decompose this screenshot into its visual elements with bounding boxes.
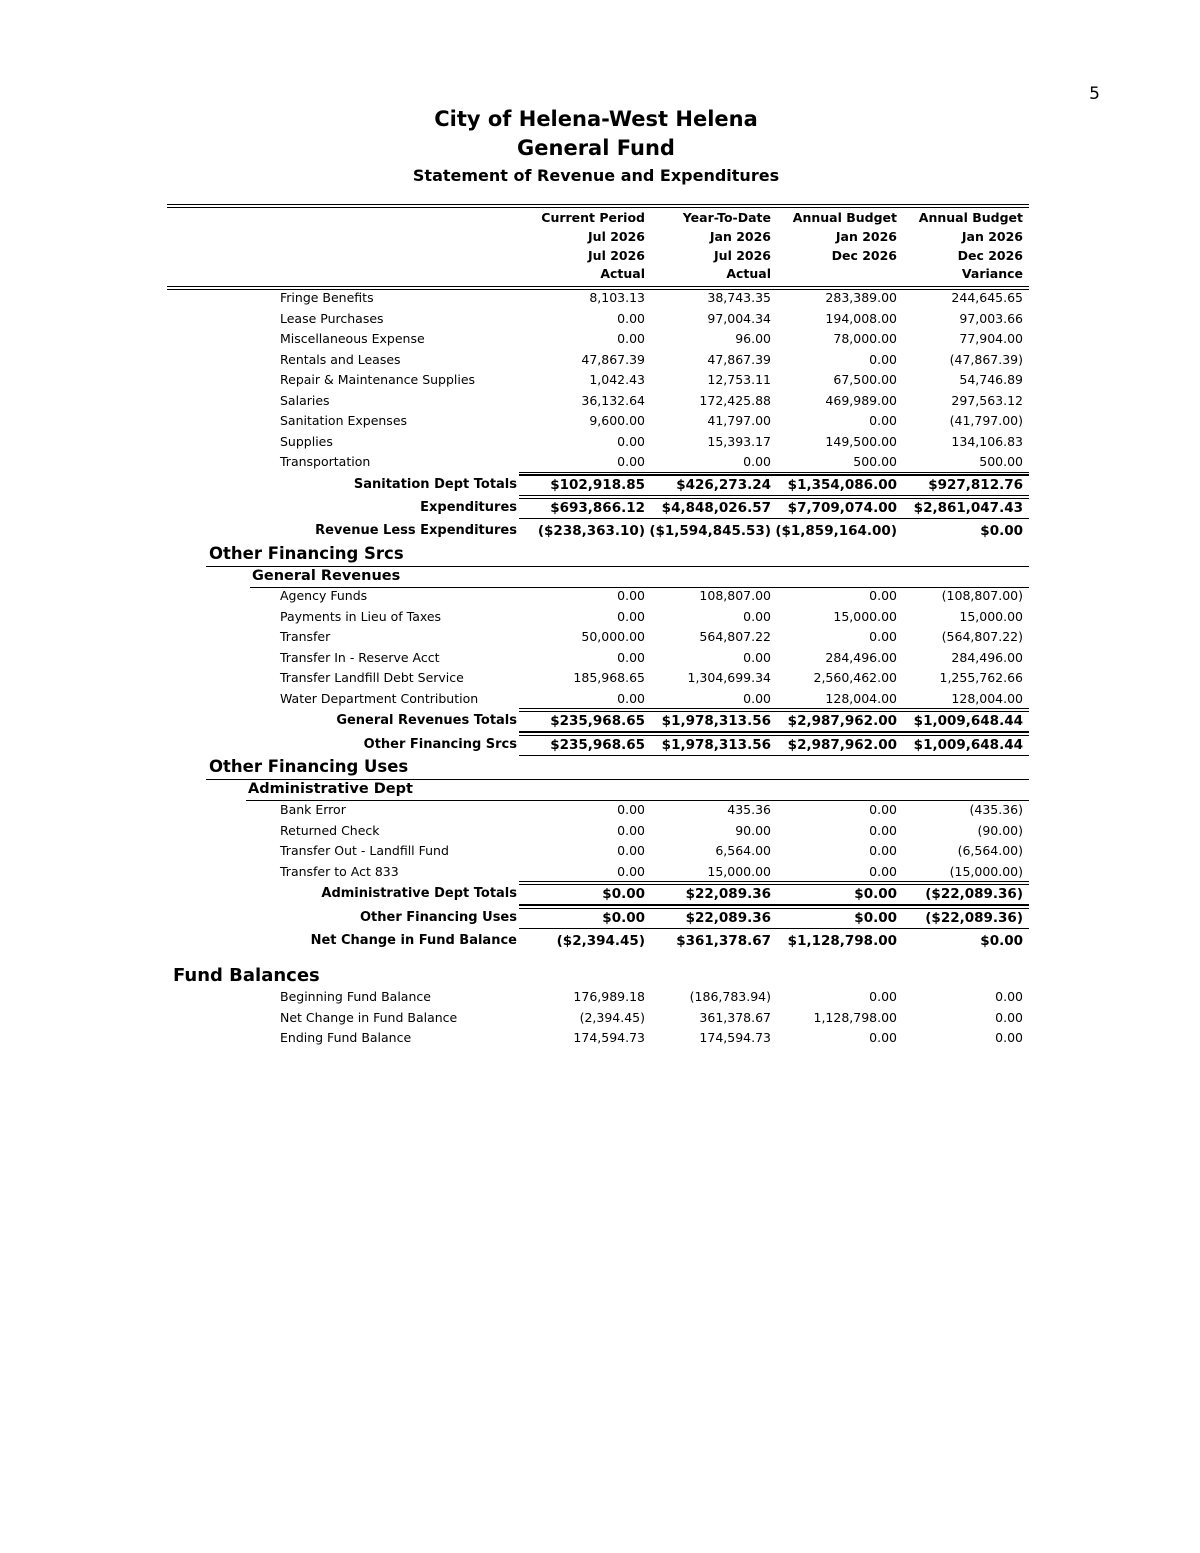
row-value: 0.00	[869, 588, 897, 603]
row-value: (47,867.39)	[949, 351, 1023, 367]
total-value: $693,866.12	[550, 500, 645, 516]
row-value: 194,008.00	[825, 310, 897, 326]
row-value: 15,000.00	[959, 608, 1023, 624]
table-row	[0, 648, 1200, 668]
total-rule	[519, 711, 1029, 712]
row-value: 0.00	[869, 629, 897, 644]
row-label: Lease Purchases	[280, 310, 384, 326]
row-label: Agency Funds	[280, 588, 368, 603]
row-label: Rentals and Leases	[280, 351, 401, 367]
total-value: $2,987,962.00	[787, 713, 897, 729]
total-value: $235,968.65	[550, 713, 645, 729]
section-heading: Other Financing Srcs	[209, 544, 404, 563]
net-change-in-fund-balance	[0, 930, 1200, 952]
row-label: Sanitation Expenses	[280, 413, 408, 428]
total-value: $22,089.36	[685, 886, 771, 902]
row-value: 38,743.35	[707, 290, 771, 305]
row-value: 1,042.43	[589, 372, 645, 387]
row-value: 15,000.00	[707, 863, 771, 879]
revenue-less-expenditures	[0, 520, 1200, 542]
row-value: 0.00	[617, 331, 645, 346]
total-underline	[519, 755, 1029, 756]
row-label: Transfer Out - Landfill Fund	[280, 843, 449, 858]
column-header	[519, 209, 645, 284]
row-value: (6,564.00)	[957, 843, 1023, 858]
table-row	[0, 288, 1200, 308]
total-value: $0.00	[980, 933, 1023, 949]
row-value: 0.00	[617, 454, 645, 469]
total-value: ($238,363.10)	[537, 523, 645, 539]
total-value: ($22,089.36)	[925, 886, 1023, 902]
row-value: 8,103.13	[589, 290, 645, 305]
total-rule	[519, 708, 1029, 709]
page-number: 5	[1089, 84, 1100, 104]
row-label: Bank Error	[280, 802, 346, 817]
column-header-line: Actual	[600, 266, 645, 282]
row-value: 283,389.00	[825, 290, 897, 305]
row-value: 0.00	[617, 802, 645, 817]
other-financing-uses-total	[0, 907, 1200, 929]
row-value: 284,496.00	[951, 649, 1023, 665]
row-value: 47,867.39	[707, 351, 771, 367]
row-value: 0.00	[617, 433, 645, 449]
row-label: Miscellaneous Expense	[280, 331, 425, 346]
row-label: Ending Fund Balance	[280, 1030, 412, 1045]
table-row	[0, 1028, 1200, 1048]
total-rule	[519, 884, 1029, 885]
total-rule	[519, 881, 1029, 882]
total-rule	[519, 472, 1029, 473]
total-label: Administrative Dept Totals	[321, 886, 517, 901]
row-value: 244,645.65	[951, 290, 1023, 305]
row-label: Fringe Benefits	[280, 290, 374, 305]
row-value: 108,807.00	[699, 588, 771, 603]
row-label: Water Department Contribution	[280, 690, 479, 706]
row-value: 96.00	[735, 331, 771, 346]
row-value: (108,807.00)	[941, 588, 1023, 603]
total-value: $235,968.65	[550, 737, 645, 753]
row-value: 0.00	[869, 863, 897, 879]
table-row	[0, 841, 1200, 861]
row-value: 500.00	[853, 454, 897, 469]
row-value: 0.00	[995, 1030, 1023, 1045]
column-header-line: Jan 2026	[835, 228, 897, 244]
total-value: $1,978,313.56	[661, 737, 771, 753]
table-row	[0, 987, 1200, 1007]
total-rule	[519, 735, 1029, 736]
row-value: (41,797.00)	[949, 413, 1023, 428]
column-header-line: Variance	[961, 266, 1023, 282]
total-label: General Revenues Totals	[336, 713, 517, 728]
row-value: 0.00	[617, 822, 645, 838]
column-header-line: Current Period	[541, 210, 645, 225]
section-rule	[206, 566, 1029, 567]
table-row	[0, 668, 1200, 688]
row-value: (15,000.00)	[949, 863, 1023, 879]
column-header-line: Annual Budget	[918, 210, 1023, 225]
total-value: $0.00	[854, 910, 897, 926]
row-value: 90.00	[735, 822, 771, 838]
header-top-rule	[167, 204, 1029, 205]
table-row	[0, 821, 1200, 841]
table-row	[0, 370, 1200, 390]
row-value: 0.00	[617, 690, 645, 706]
row-value: 564,807.22	[699, 629, 771, 644]
other-financing-srcs-total	[0, 734, 1200, 756]
column-header-line	[771, 265, 897, 284]
row-value: 97,004.34	[707, 310, 771, 326]
row-label: Supplies	[280, 433, 333, 449]
total-rule	[519, 474, 1029, 475]
table-row	[0, 586, 1200, 606]
row-value: (564,807.22)	[941, 629, 1023, 644]
total-value: $426,273.24	[676, 477, 771, 493]
row-value: 185,968.65	[573, 670, 645, 685]
table-row	[0, 452, 1200, 472]
total-value: $0.00	[980, 523, 1023, 539]
total-value: $1,978,313.56	[661, 713, 771, 729]
total-value: $4,848,026.57	[661, 500, 771, 516]
row-value: 1,128,798.00	[813, 1009, 897, 1025]
section-heading: Other Financing Uses	[209, 757, 409, 776]
column-header	[771, 209, 897, 284]
total-value: $361,378.67	[676, 933, 771, 949]
column-header-line: Jan 2026	[709, 228, 771, 244]
row-value: 1,255,762.66	[939, 670, 1023, 685]
total-rule	[519, 475, 1029, 476]
column-header-line: Jul 2026	[714, 247, 771, 263]
total-label: Net Change in Fund Balance	[310, 933, 517, 948]
total-value: ($1,859,164.00)	[775, 523, 897, 539]
row-value: 284,496.00	[825, 649, 897, 665]
row-value: 50,000.00	[581, 629, 645, 644]
statement-title: Statement of Revenue and Expenditures	[412, 166, 780, 185]
total-value: $0.00	[602, 910, 645, 926]
total-value: $927,812.76	[928, 477, 1023, 493]
row-value: 0.00	[869, 351, 897, 367]
table-row	[0, 627, 1200, 647]
row-value: 149,500.00	[825, 433, 897, 449]
total-value: $2,987,962.00	[787, 737, 897, 753]
row-value: 77,904.00	[959, 331, 1023, 346]
total-value: $1,128,798.00	[787, 933, 897, 949]
row-value: 0.00	[869, 802, 897, 817]
administrative-dept-totals	[0, 883, 1200, 905]
total-value: $1,009,648.44	[913, 713, 1023, 729]
row-value: 0.00	[869, 413, 897, 428]
header-bottom-rule	[167, 286, 1029, 287]
column-header-line: Dec 2026	[831, 247, 897, 263]
total-label: Expenditures	[420, 500, 517, 515]
row-value: 15,393.17	[707, 433, 771, 449]
total-value: $0.00	[602, 886, 645, 902]
row-value: 0.00	[617, 608, 645, 624]
section-heading: Fund Balances	[173, 965, 320, 986]
row-value: 297,563.12	[951, 392, 1023, 408]
row-value: 54,746.89	[959, 372, 1023, 387]
header-top-rule-2	[167, 207, 1029, 208]
column-header-line: Jul 2026	[588, 228, 645, 244]
row-value: 500.00	[979, 454, 1023, 469]
row-value: 97,003.66	[959, 310, 1023, 326]
row-value: (435.36)	[969, 802, 1023, 817]
total-rule	[519, 495, 1029, 496]
row-value: 0.00	[743, 690, 771, 706]
row-value: (90.00)	[977, 822, 1023, 838]
row-label: Salaries	[280, 392, 330, 408]
total-value: ($2,394.45)	[556, 933, 645, 949]
row-label: Transfer In - Reserve Acct	[280, 649, 440, 665]
sanitation-dept-totals	[0, 474, 1200, 496]
row-value: 9,600.00	[589, 413, 645, 428]
row-label: Net Change in Fund Balance	[280, 1009, 458, 1025]
total-underline	[519, 928, 1029, 929]
row-value: 469,989.00	[825, 392, 897, 408]
row-value: 0.00	[617, 310, 645, 326]
row-value: 0.00	[617, 588, 645, 603]
column-header-line: Actual	[726, 266, 771, 282]
row-label: Returned Check	[280, 822, 380, 838]
row-label: Transportation	[280, 454, 371, 469]
total-value: $1,009,648.44	[913, 737, 1023, 753]
table-row	[0, 309, 1200, 329]
row-value: 0.00	[743, 608, 771, 624]
row-value: 2,560,462.00	[813, 670, 897, 685]
column-header-line: Annual Budget	[792, 210, 897, 225]
row-value: 0.00	[995, 1009, 1023, 1025]
table-row	[0, 432, 1200, 452]
total-rule	[519, 732, 1029, 733]
total-value: $102,918.85	[550, 477, 645, 493]
general-revenues-totals	[0, 710, 1200, 732]
row-value: 134,106.83	[951, 433, 1023, 449]
expenditures-total	[0, 497, 1200, 519]
row-value: 0.00	[869, 843, 897, 858]
row-value: 6,564.00	[715, 843, 771, 858]
subsection-heading: Administrative Dept	[248, 781, 413, 797]
total-value: ($22,089.36)	[925, 910, 1023, 926]
row-value: 0.00	[869, 1030, 897, 1045]
row-value: 0.00	[617, 843, 645, 858]
column-header	[897, 209, 1023, 284]
row-value: 12,753.11	[707, 372, 771, 387]
row-label: Transfer Landfill Debt Service	[280, 670, 464, 685]
row-value: 174,594.73	[573, 1030, 645, 1045]
section-rule	[206, 779, 1029, 780]
row-label: Payments in Lieu of Taxes	[280, 608, 442, 624]
total-rule	[519, 905, 1029, 906]
table-row	[0, 329, 1200, 349]
total-label: Other Financing Uses	[360, 910, 517, 925]
table-row	[0, 391, 1200, 411]
table-row	[0, 862, 1200, 882]
row-value: 174,594.73	[699, 1030, 771, 1045]
row-label: Beginning Fund Balance	[280, 989, 431, 1004]
column-header-line: Jan 2026	[961, 228, 1023, 244]
total-label: Revenue Less Expenditures	[315, 523, 517, 538]
table-row	[0, 411, 1200, 431]
row-value: 15,000.00	[833, 608, 897, 624]
total-label: Other Financing Srcs	[363, 737, 517, 752]
subsection-heading: General Revenues	[252, 568, 401, 584]
row-value: 78,000.00	[833, 331, 897, 346]
column-header-line: Year-To-Date	[682, 210, 771, 225]
table-row	[0, 1008, 1200, 1028]
row-value: 0.00	[617, 649, 645, 665]
fund-title: General Fund	[517, 136, 675, 160]
row-value: 67,500.00	[833, 372, 897, 387]
row-value: 128,004.00	[951, 690, 1023, 706]
row-value: (186,783.94)	[689, 989, 771, 1004]
total-value: ($1,594,845.53)	[649, 523, 771, 539]
row-value: 0.00	[617, 863, 645, 879]
row-label: Repair & Maintenance Supplies	[280, 372, 476, 387]
row-value: 0.00	[869, 989, 897, 1004]
total-value: $7,709,074.00	[787, 500, 897, 516]
table-row	[0, 607, 1200, 627]
column-header	[645, 209, 771, 284]
row-value: 0.00	[743, 454, 771, 469]
row-value: 0.00	[743, 649, 771, 665]
row-value: 172,425.88	[699, 392, 771, 408]
column-header-line: Dec 2026	[957, 247, 1023, 263]
row-label: Transfer to Act 833	[280, 863, 399, 879]
report-title: City of Helena-West Helena	[434, 107, 758, 131]
total-value: $1,354,086.00	[787, 477, 897, 493]
table-row	[0, 800, 1200, 820]
total-label: Sanitation Dept Totals	[353, 477, 517, 492]
row-value: (2,394.45)	[579, 1009, 645, 1025]
row-value: 176,989.18	[573, 989, 645, 1004]
row-value: 361,378.67	[699, 1009, 771, 1025]
row-value: 36,132.64	[581, 392, 645, 408]
row-value: 435.36	[727, 802, 771, 817]
row-value: 0.00	[869, 822, 897, 838]
row-value: 0.00	[995, 989, 1023, 1004]
total-value: $22,089.36	[685, 910, 771, 926]
total-rule	[519, 908, 1029, 909]
total-rule	[519, 498, 1029, 499]
total-value: $0.00	[854, 886, 897, 902]
row-value: 1,304,699.34	[687, 670, 771, 685]
row-label: Transfer	[280, 629, 331, 644]
table-row	[0, 350, 1200, 370]
row-value: 41,797.00	[707, 413, 771, 428]
table-row	[0, 689, 1200, 709]
total-underline	[519, 518, 1029, 519]
row-value: 47,867.39	[581, 351, 645, 367]
total-value: $2,861,047.43	[913, 500, 1023, 516]
row-value: 128,004.00	[825, 690, 897, 706]
column-header-line: Jul 2026	[588, 247, 645, 263]
